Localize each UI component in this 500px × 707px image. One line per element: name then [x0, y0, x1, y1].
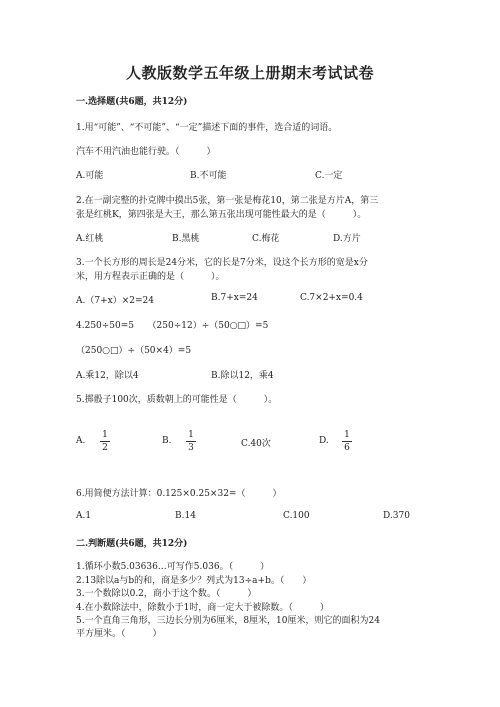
fraction-numerator: 1 [344, 430, 350, 440]
q2-option-c: C.梅花 [252, 234, 280, 244]
fraction-numerator: 1 [102, 430, 108, 440]
q2-option-a: A.红桃 [76, 234, 104, 244]
q5-option-b-fraction [185, 429, 197, 454]
q3-line2: 米，用方程表示正确的是（ ）。 [76, 272, 225, 282]
q3-line1: 3.一个长方形的周长是24分米，它的长是7分米，设这个长方形的宽是x分 [76, 258, 368, 268]
judgement-item-1: 1.循环小数5.03636…可写作5.036。（ ） [76, 562, 270, 572]
fraction-denominator: 2 [102, 443, 108, 453]
q2-option-d: D.方片 [333, 234, 361, 244]
q1-stem: 1.用“可能”、“不可能”、“一定”描述下面的事件，选合适的词语。 [76, 123, 338, 133]
q3-option-b: B.7+x=24 [211, 293, 258, 303]
q6-option-b: B.14 [175, 511, 196, 521]
fraction-denominator: 3 [188, 443, 194, 453]
q5-option-b-label: B. [162, 436, 172, 446]
page-title: 人教版数学五年级上册期末考试试卷 [125, 64, 374, 82]
section-heading-judgement: 二.判断题(共6题，共12分) [76, 539, 188, 549]
q6-stem: 6.用简便方法计算：0.125×0.25×32=（ ） [76, 489, 282, 499]
q4-option-a: A.乘12，除以4 [76, 371, 139, 381]
q5-option-d-label: D. [319, 436, 329, 446]
q5-stem: 5.掷骰子100次，质数朝上的可能性是（ ）。 [76, 395, 278, 405]
q5-option-d-fraction [341, 429, 353, 454]
judgement-item-5: 5.一个直角三角形，三边长分别为6厘米，8厘米，10厘米，则它的面积为24 [76, 616, 380, 626]
q1-option-b: B.不可能 [190, 171, 227, 181]
judgement-item-2: 2.13除以a与b的和，商是多少？列式为13÷a+b。（ ） [76, 576, 312, 586]
q3-option-a: A.（7+x）×2=24 [76, 296, 154, 306]
q5-option-a-label: A. [76, 436, 86, 446]
fraction-numerator: 1 [188, 430, 194, 440]
q5-option-a-fraction [99, 429, 111, 454]
judgement-item-4: 4.在小数除法中，除数小于1时，商一定大于被除数。（ ） [76, 603, 329, 613]
q3-option-c: C.7×2+x=0.4 [300, 293, 363, 303]
judgement-item-5-cont: 平方厘米。（ ） [76, 629, 162, 639]
q6-option-d: D.370 [383, 511, 410, 521]
q2-line2: 张是红桃K，第四张是大王，那么第五张出现可能性最大的是（ ）。 [76, 210, 367, 220]
q2-option-b: B.黑桃 [172, 234, 200, 244]
q4-option-b: B.除以12，乘4 [211, 371, 274, 381]
q5-option-c: C.40次 [241, 439, 271, 449]
q1-sub: 汽车不用汽油也能行驶。（ ） [76, 147, 216, 157]
q6-option-a: A.1 [76, 511, 92, 521]
q1-option-a: A.可能 [76, 171, 104, 181]
q4-line1: 4.250÷50=5 （250÷12）÷（50○□）=5 [76, 321, 269, 331]
fraction-denominator: 6 [344, 443, 350, 453]
q4-line2: （250○□）÷（50×4）=5 [76, 346, 192, 356]
section-heading-choice: 一.选择题(共6题，共12分) [76, 97, 188, 107]
q6-option-c: C.100 [283, 511, 310, 521]
q1-option-c: C.一定 [315, 171, 343, 181]
judgement-item-3: 3.一个数除以0.2，商小于这个数。（ ） [76, 589, 257, 599]
q2-line1: 2.在一副完整的扑克牌中摸出5张，第一张是梅花10，第二张是方片A，第三 [76, 196, 379, 206]
